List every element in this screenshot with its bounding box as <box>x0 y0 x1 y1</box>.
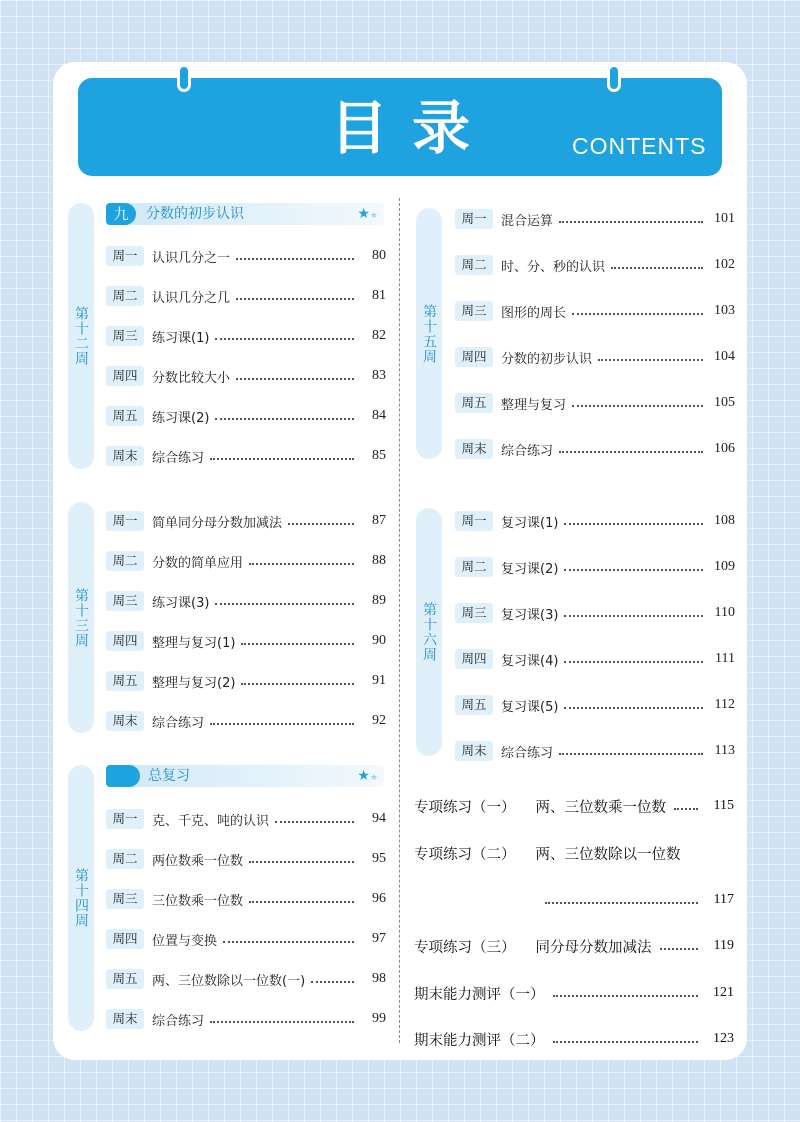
leader-dots <box>236 258 354 260</box>
day-badge: 周一 <box>106 246 144 266</box>
entry-topic: 综合练习 <box>152 450 205 466</box>
day-badge: 周末 <box>455 439 493 459</box>
entry-page: 90 <box>372 633 386 648</box>
entry-topic: 整理与复习 <box>501 397 567 413</box>
leader-dots <box>545 902 698 904</box>
leader-dots <box>674 808 698 810</box>
toc-entry[interactable] <box>106 509 386 533</box>
toc-entry[interactable] <box>455 345 735 369</box>
entry-topic: 认识几分之一 <box>152 250 231 266</box>
leader-dots <box>210 1021 354 1023</box>
leader-dots <box>611 267 703 269</box>
leader-dots <box>564 523 703 525</box>
toc-entry[interactable] <box>106 709 386 733</box>
leader-dots <box>572 405 703 407</box>
leader-dots <box>572 313 703 315</box>
toc-extra-entry[interactable] <box>414 933 734 959</box>
entry-topic: 三位数乘一位数 <box>152 893 244 909</box>
entry-topic: 整理与复习(2) <box>152 675 236 691</box>
leader-dots <box>215 418 354 420</box>
leader-dots <box>311 981 354 983</box>
toc-entry[interactable] <box>455 739 735 763</box>
entry-topic: 综合练习 <box>152 715 205 731</box>
leader-dots <box>288 523 354 525</box>
binder-ring-icon <box>177 64 191 92</box>
week-label: 第十五周 <box>421 303 437 364</box>
entry-topic: 混合运算 <box>501 213 554 229</box>
entry-page: 103 <box>714 303 735 318</box>
toc-entry[interactable] <box>455 693 735 717</box>
toc-entry[interactable] <box>455 647 735 671</box>
entry-page: 88 <box>372 553 386 568</box>
toc-entry[interactable] <box>106 404 386 428</box>
leader-dots <box>564 707 703 709</box>
entry-topic: 综合练习 <box>152 1013 205 1029</box>
extra-label: 专项练习（一） <box>414 799 516 816</box>
entry-page: 115 <box>713 798 734 813</box>
day-badge: 周五 <box>455 695 493 715</box>
entry-topic: 图形的周长 <box>501 305 567 321</box>
toc-entry[interactable] <box>455 437 735 461</box>
entry-topic: 分数的简单应用 <box>152 555 244 571</box>
entry-page: 111 <box>715 651 735 666</box>
toc-entry[interactable] <box>106 244 386 268</box>
leader-dots <box>249 901 354 903</box>
week-label: 第十四周 <box>73 868 89 928</box>
entry-page: 96 <box>372 891 386 906</box>
leader-dots <box>564 615 703 617</box>
leader-dots <box>275 821 354 823</box>
week-tab-13 <box>68 502 94 733</box>
entry-page: 117 <box>713 892 734 907</box>
entry-topic: 简单同分母分数加减法 <box>152 515 283 531</box>
unit-title: 分数的初步认识 <box>146 206 244 222</box>
entry-topic: 两位数乘一位数 <box>152 853 244 869</box>
entry-page: 121 <box>713 985 734 1000</box>
leader-dots <box>241 643 354 645</box>
star-icon: ★★ <box>357 206 378 222</box>
toc-extra-entry[interactable] <box>414 793 734 819</box>
leader-dots <box>559 451 703 453</box>
entry-page: 105 <box>714 395 735 410</box>
day-badge: 周二 <box>455 557 493 577</box>
day-badge: 周四 <box>106 366 144 386</box>
week-label: 第十二周 <box>73 306 89 366</box>
entry-topic: 位置与变换 <box>152 933 218 949</box>
extra-label: 期末能力测评（一） <box>414 986 545 1003</box>
unit-number <box>106 765 140 787</box>
toc-entry[interactable] <box>106 589 386 613</box>
extra-subject: 两、三位数除以一位数 <box>535 846 681 863</box>
entry-topic: 复习课(1) <box>501 515 559 531</box>
leader-dots <box>249 563 354 565</box>
extra-label: 专项练习（三） <box>414 939 516 956</box>
unit-banner <box>106 765 384 787</box>
entry-topic: 两、三位数除以一位数(一) <box>152 973 306 989</box>
extra-label: 专项练习（二） <box>414 846 516 863</box>
toc-extra-entry[interactable] <box>414 980 734 1006</box>
day-badge: 周一 <box>106 809 144 829</box>
week-tab-12 <box>68 203 94 469</box>
entry-topic: 复习课(5) <box>501 699 559 715</box>
day-badge: 周末 <box>106 446 144 466</box>
toc-entry[interactable] <box>455 555 735 579</box>
entry-page: 80 <box>372 248 386 263</box>
entry-page: 91 <box>372 673 386 688</box>
day-badge: 周二 <box>106 849 144 869</box>
entry-topic: 分数比较大小 <box>152 370 231 386</box>
day-badge: 周一 <box>455 209 493 229</box>
toc-entry[interactable] <box>455 601 735 625</box>
day-badge: 周三 <box>106 889 144 909</box>
week-tab-16 <box>416 508 442 756</box>
leader-dots <box>553 1041 699 1043</box>
day-badge: 周二 <box>455 255 493 275</box>
entry-page: 119 <box>713 938 734 953</box>
entry-topic: 克、千克、吨的认识 <box>152 813 270 829</box>
leader-dots <box>564 661 703 663</box>
day-badge: 周五 <box>106 671 144 691</box>
entry-page: 101 <box>714 211 735 226</box>
leader-dots <box>215 338 354 340</box>
entry-page: 123 <box>713 1031 734 1046</box>
entry-topic: 练习课(1) <box>152 330 210 346</box>
day-badge: 周三 <box>455 603 493 623</box>
day-badge: 周三 <box>106 591 144 611</box>
unit-banner <box>106 203 384 225</box>
entry-page: 108 <box>714 513 735 528</box>
day-badge: 周二 <box>106 551 144 571</box>
page-title: 目录 <box>329 94 494 162</box>
toc-entry[interactable] <box>455 299 735 323</box>
toc-entry[interactable] <box>106 847 386 871</box>
day-badge: 周末 <box>106 711 144 731</box>
leader-dots <box>241 683 354 685</box>
toc-entry[interactable] <box>455 207 735 231</box>
entry-topic: 复习课(2) <box>501 561 559 577</box>
entry-page: 109 <box>714 559 735 574</box>
day-badge: 周五 <box>106 406 144 426</box>
entry-page: 104 <box>714 349 735 364</box>
entry-page: 94 <box>372 811 386 826</box>
entry-page: 82 <box>372 328 386 343</box>
day-badge: 周一 <box>455 511 493 531</box>
entry-page: 81 <box>372 288 386 303</box>
binder-ring-icon <box>607 64 621 92</box>
day-badge: 周五 <box>106 969 144 989</box>
week-label: 第十三周 <box>73 587 89 648</box>
extra-label: 期末能力测评（二） <box>414 1032 545 1049</box>
entry-page: 85 <box>372 448 386 463</box>
entry-topic: 综合练习 <box>501 443 554 459</box>
toc-entry[interactable] <box>106 629 386 653</box>
toc-entry[interactable] <box>106 324 386 348</box>
unit-number: 九 <box>106 203 136 225</box>
day-badge: 周末 <box>106 1009 144 1029</box>
entry-page: 83 <box>372 368 386 383</box>
day-badge: 周五 <box>455 393 493 413</box>
day-badge: 周三 <box>106 326 144 346</box>
leader-dots <box>559 221 703 223</box>
toc-entry[interactable] <box>106 967 386 991</box>
toc-entry[interactable] <box>106 549 386 573</box>
day-badge: 周末 <box>455 741 493 761</box>
entry-topic: 整理与复习(1) <box>152 635 236 651</box>
entry-page: 112 <box>714 697 735 712</box>
toc-entry[interactable] <box>106 284 386 308</box>
toc-entry[interactable] <box>106 1007 386 1031</box>
entry-topic: 分数的初步认识 <box>501 351 593 367</box>
toc-entry[interactable] <box>106 807 386 831</box>
toc-entry[interactable] <box>455 391 735 415</box>
day-badge: 周四 <box>106 631 144 651</box>
entry-topic: 时、分、秒的认识 <box>501 259 606 275</box>
toc-entry[interactable] <box>106 669 386 693</box>
entry-page: 113 <box>714 743 735 758</box>
entry-page: 97 <box>372 931 386 946</box>
entry-topic: 复习课(3) <box>501 607 559 623</box>
leader-dots <box>249 861 354 863</box>
toc-entry[interactable] <box>106 444 386 468</box>
week-label: 第十六周 <box>421 602 437 662</box>
toc-extra-entry[interactable] <box>414 840 734 866</box>
toc-entry[interactable] <box>106 887 386 911</box>
toc-extra-entry-continued[interactable] <box>545 887 734 913</box>
extra-subject: 同分母分数加减法 <box>535 939 652 956</box>
toc-entry[interactable] <box>106 364 386 388</box>
day-badge: 周四 <box>455 347 493 367</box>
page-subtitle: CONTENTS <box>572 133 707 159</box>
entry-page: 89 <box>372 593 386 608</box>
week-tab-15 <box>416 208 442 459</box>
leader-dots <box>210 723 354 725</box>
day-badge: 周四 <box>106 929 144 949</box>
leader-dots <box>215 603 354 605</box>
leader-dots <box>559 753 703 755</box>
entry-page: 95 <box>372 851 386 866</box>
toc-extra-entry[interactable] <box>414 1026 734 1052</box>
toc-entry[interactable] <box>106 927 386 951</box>
leader-dots <box>210 458 354 460</box>
star-icon: ★★ <box>357 768 378 784</box>
toc-entry[interactable] <box>455 509 735 533</box>
day-badge: 周一 <box>106 511 144 531</box>
entry-page: 87 <box>372 513 386 528</box>
leader-dots <box>598 359 703 361</box>
entry-page: 98 <box>372 971 386 986</box>
leader-dots <box>236 298 354 300</box>
entry-topic: 综合练习 <box>501 745 554 761</box>
unit-title: 总复习 <box>148 768 190 784</box>
entry-page: 92 <box>372 713 386 728</box>
entry-page: 99 <box>372 1011 386 1026</box>
extra-subject: 两、三位数乘一位数 <box>535 799 666 816</box>
entry-page: 110 <box>714 605 735 620</box>
leader-dots <box>660 948 699 950</box>
entry-topic: 练习课(2) <box>152 410 210 426</box>
entry-page: 102 <box>714 257 735 272</box>
day-badge: 周三 <box>455 301 493 321</box>
week-tab-14 <box>68 765 94 1031</box>
column-divider <box>399 198 400 1043</box>
entry-page: 106 <box>714 441 735 456</box>
leader-dots <box>236 378 354 380</box>
leader-dots <box>223 941 354 943</box>
entry-topic: 练习课(3) <box>152 595 210 611</box>
leader-dots <box>553 995 699 997</box>
leader-dots <box>564 569 703 571</box>
toc-entry[interactable] <box>455 253 735 277</box>
entry-page: 84 <box>372 408 386 423</box>
day-badge: 周四 <box>455 649 493 669</box>
entry-topic: 复习课(4) <box>501 653 559 669</box>
day-badge: 周二 <box>106 286 144 306</box>
entry-topic: 认识几分之几 <box>152 290 231 306</box>
